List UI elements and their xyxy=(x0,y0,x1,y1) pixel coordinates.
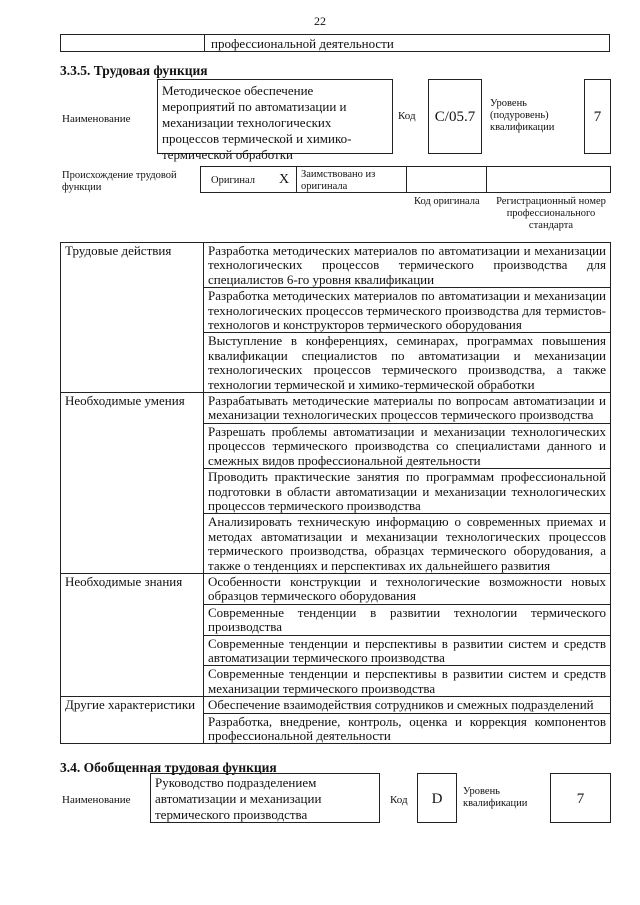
code-original-caption: Код оригинала xyxy=(414,196,480,207)
original-mark: X xyxy=(279,172,290,187)
table-row xyxy=(61,697,611,713)
group-item: Анализировать техническую информацию о современных приемах и методах автоматизации и механизации технологических процессов термического производства, образцах термического оборудования, а также о тенденциях и перспективах их дальнейшего развития xyxy=(204,514,611,574)
group-item: Современные тенденции в развитии технологии термического производства xyxy=(204,604,611,635)
group-label: Необходимые знания xyxy=(61,573,204,696)
carryover-text: профессиональной деятельности xyxy=(211,36,394,51)
level-value: 7 xyxy=(593,109,602,125)
level-label: Уровень (подуровень) квалификации xyxy=(490,98,555,133)
table-row xyxy=(61,393,611,424)
group-label: Необходимые умения xyxy=(61,393,204,574)
table-row xyxy=(61,243,611,288)
group-item: Разрешать проблемы автоматизации и механизации технологических процессов термического производства со специалистами данного и смежных видов профессиональной деятельности xyxy=(204,423,611,468)
code-value: C/05.7 xyxy=(434,109,476,125)
generalized-name-label: Наименование xyxy=(62,794,131,806)
generalized-level-value: 7 xyxy=(576,791,585,807)
group-item: Обеспечение взаимодействия сотрудников и смежных подразделений xyxy=(204,697,611,713)
table-row xyxy=(61,573,611,604)
group-label: Трудовые действия xyxy=(61,243,204,393)
carryover-label-cell xyxy=(61,35,205,51)
group-item: Современные тенденции и перспективы в развитии систем и средств автоматизации термического производства xyxy=(204,635,611,666)
code-box xyxy=(428,79,482,154)
origin-divider-1 xyxy=(406,167,407,192)
group-item: Выступление в конференциях, семинарах, программах повышения квалификации специалистов по автоматизации и механизации технологических процессов термического производства, а также технологии термической и химико-термической обработки xyxy=(204,333,611,393)
group-item: Проводить практические занятия по программам профессиональной подготовки в области автоматизации и механизации технологических процессов термического производства xyxy=(204,469,611,514)
function-details-body xyxy=(61,243,611,744)
group-item: Разработка методических материалов по автоматизации и механизации технологических процессов термического производства для специалистов 6-го уровня квалификации xyxy=(204,243,611,288)
group-label: Другие характеристики xyxy=(61,697,204,744)
origin-label: Происхождение трудовой функции xyxy=(62,170,177,193)
group-item: Разработка методических материалов по автоматизации и механизации технологических процессов термического производства для термистов-технологов и конструкторов термического оборудования xyxy=(204,288,611,333)
original-label: Оригинал xyxy=(211,175,255,186)
generalized-name-box xyxy=(150,773,380,823)
generalized-name-value: Руководство подразделением автоматизации и механизации термического производства xyxy=(155,775,322,822)
page-number: 22 xyxy=(314,14,326,28)
borrowed-label: Заимствовано из оригинала xyxy=(301,169,376,192)
carryover-row xyxy=(60,34,610,52)
group-item: Особенности конструкции и технологические возможности новых образцов термического оборудования xyxy=(204,573,611,604)
origin-row xyxy=(200,166,611,193)
code-label: Код xyxy=(398,110,416,122)
generalized-code-label: Код xyxy=(390,794,408,806)
section-heading-3-4: 3.4. Обобщенная трудовая функция xyxy=(60,760,277,775)
function-name-value: Методическое обеспечение мероприятий по автоматизации и механизации технологических процессов термической и химико-термической обработки xyxy=(162,83,352,162)
generalized-level-box xyxy=(550,773,611,823)
group-item: Современные тенденции и перспективы в развитии систем и средств механизации термического производства xyxy=(204,666,611,697)
group-item: Разработка, внедрение, контроль, оценка и коррекция компонентов профессиональной деятельности xyxy=(204,713,611,744)
function-name-box xyxy=(157,79,393,162)
section-heading-3-3-5: 3.3.5. Трудовая функция xyxy=(60,63,208,78)
generalized-code-value: D xyxy=(431,791,443,807)
name-label: Наименование xyxy=(62,113,131,125)
level-box xyxy=(584,79,611,154)
generalized-level-label: Уровень квалификации xyxy=(463,786,528,809)
generalized-code-box xyxy=(417,773,457,823)
original-cell xyxy=(201,167,297,192)
reg-number-caption: Регистрационный номер профессионального стандарта xyxy=(496,196,606,231)
origin-divider-2 xyxy=(486,167,487,192)
group-item: Разрабатывать методические материалы по вопросам автоматизации и механизации технологических процессов термического производства xyxy=(204,393,611,424)
function-details-table xyxy=(60,242,611,744)
